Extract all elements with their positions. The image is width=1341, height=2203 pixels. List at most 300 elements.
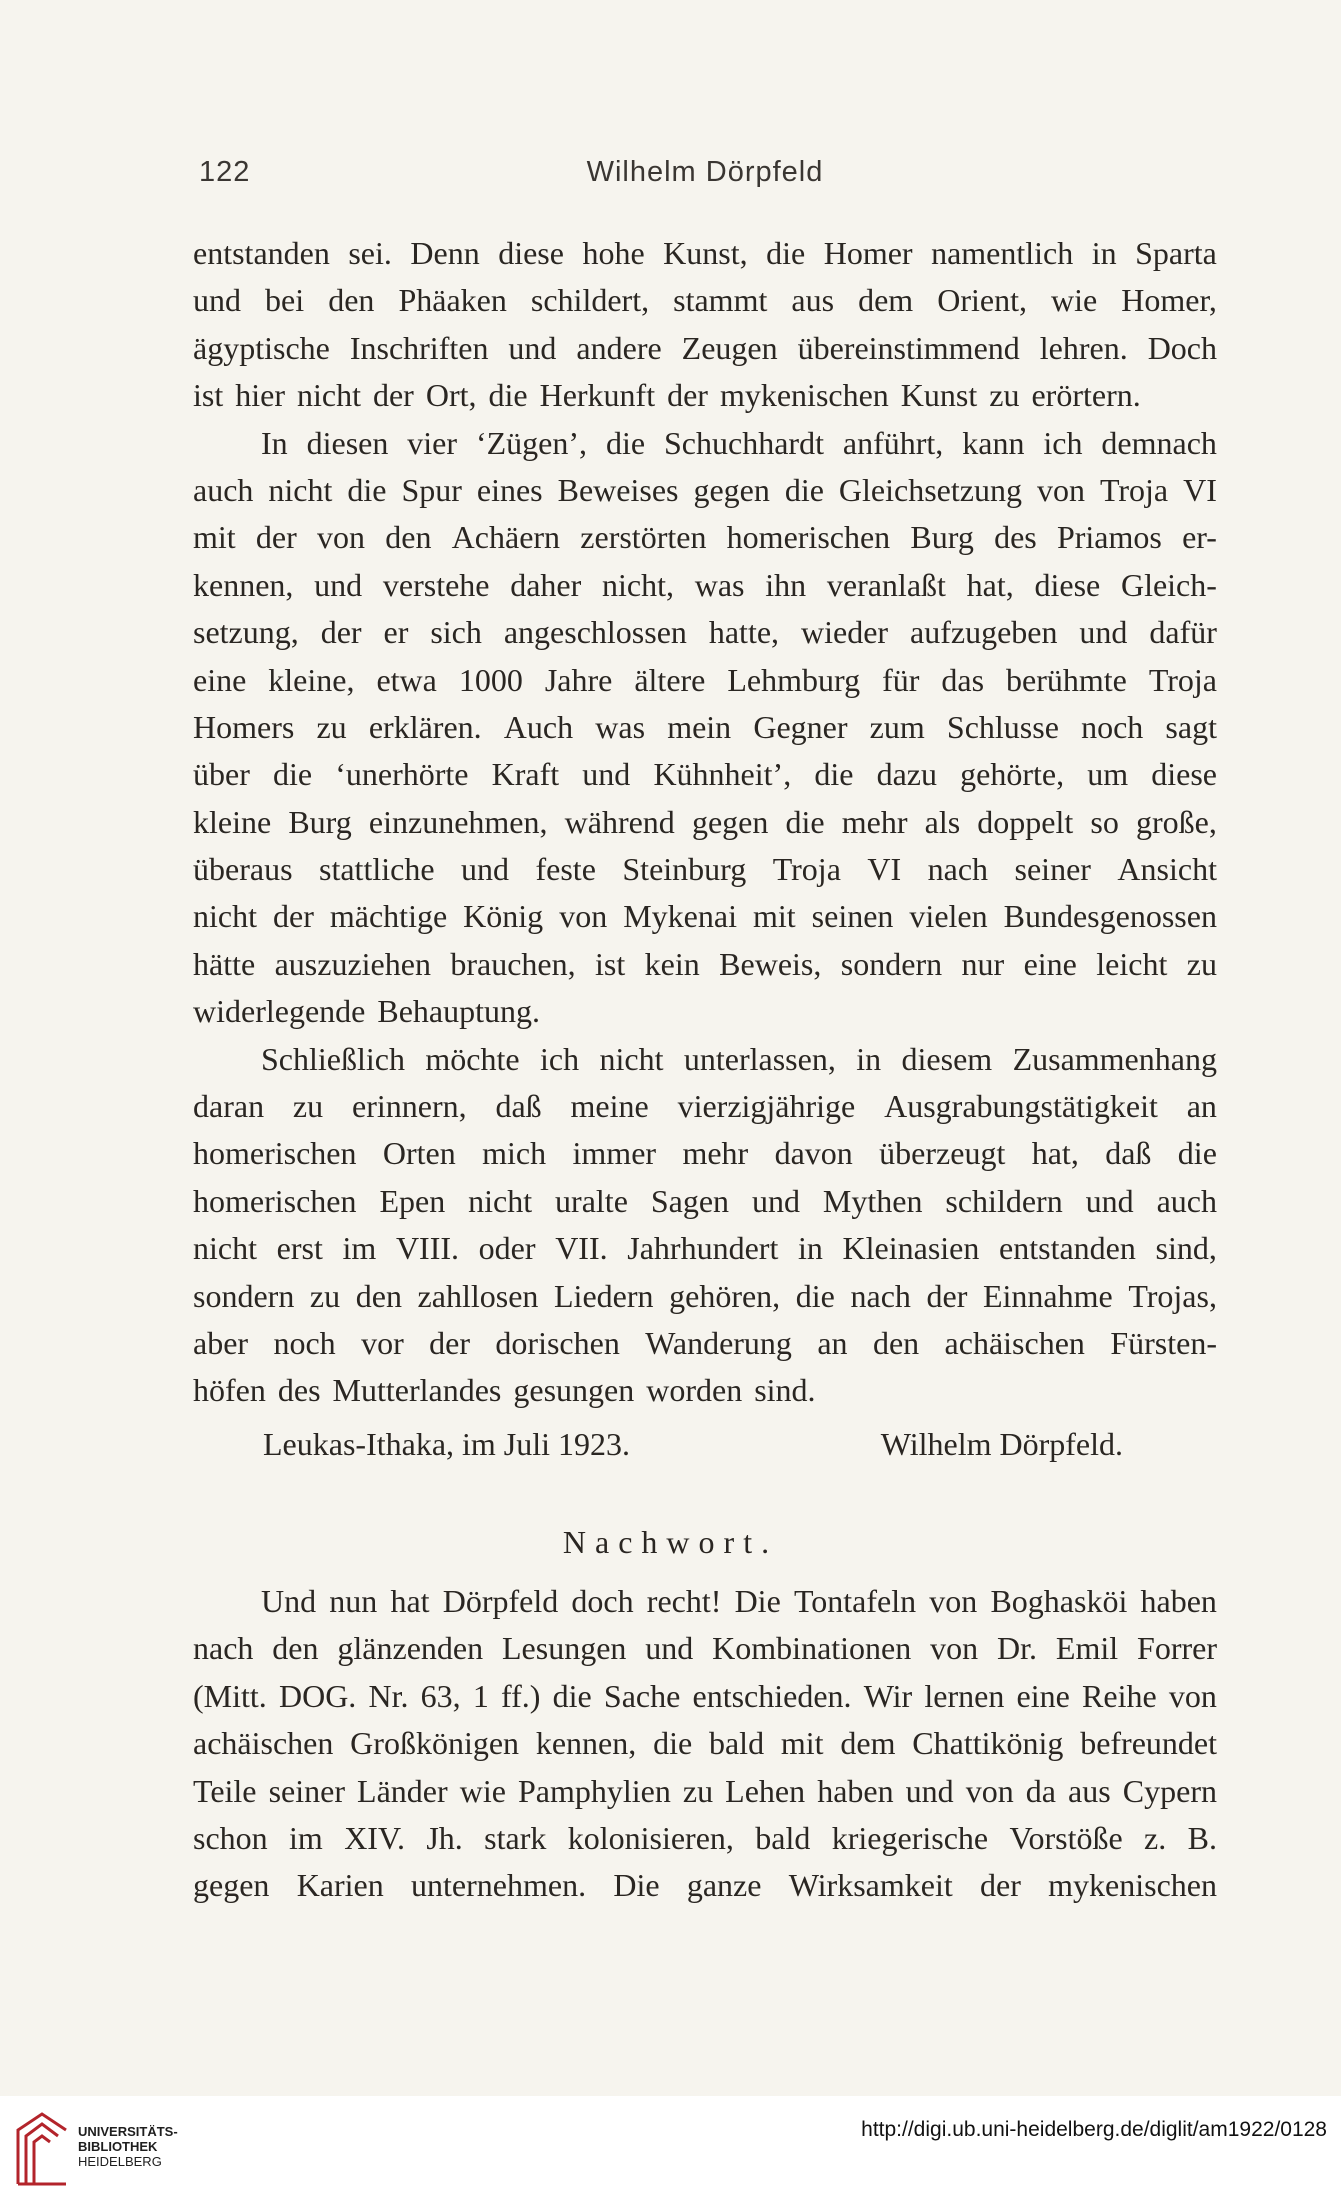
- word: homerischen: [193, 1182, 357, 1219]
- word: seinen: [811, 898, 894, 935]
- word: dafür: [1149, 614, 1217, 651]
- body-text-nachwort: [193, 1578, 1217, 1910]
- word: wie: [459, 1772, 506, 1809]
- word: namentlich: [931, 235, 1074, 271]
- word: und: [582, 756, 631, 793]
- word: auszuziehen: [274, 945, 431, 982]
- word: von: [559, 898, 608, 935]
- word: homerischen: [726, 519, 891, 556]
- word: diesen: [306, 424, 389, 461]
- word: erklären.: [368, 708, 482, 745]
- word: der: [926, 1277, 968, 1314]
- word: doppelt: [977, 803, 1074, 840]
- word: Dörpfeld: [442, 1583, 559, 1619]
- word: dem: [858, 282, 914, 319]
- text-line: [193, 609, 1217, 656]
- word: davon: [774, 1135, 853, 1172]
- text-line: [193, 372, 1217, 419]
- text-line: [193, 704, 1217, 751]
- word: möchte: [425, 1040, 520, 1077]
- word: Sache: [603, 1677, 681, 1714]
- word: große,: [1136, 803, 1217, 840]
- word: gegen: [693, 471, 770, 508]
- word: aus: [791, 282, 835, 319]
- library-line-1: UNIVERSITÄTS-: [78, 2124, 178, 2139]
- word: Kleinasien: [842, 1230, 980, 1267]
- word: nicht: [193, 898, 257, 935]
- word: gegen: [691, 803, 769, 840]
- word: Länder: [357, 1772, 448, 1809]
- word: Schuchhardt: [664, 424, 824, 461]
- word: anführt,: [842, 424, 944, 461]
- word: stattliche: [319, 851, 435, 888]
- word: die: [1177, 1135, 1217, 1172]
- word: aufzugeben: [910, 614, 1058, 651]
- word: mehr: [682, 1135, 749, 1172]
- word: Orient,: [937, 282, 1027, 319]
- word: hier: [235, 377, 285, 414]
- text-line: [193, 562, 1217, 609]
- word: ganze: [686, 1867, 762, 1904]
- word: über: [193, 756, 250, 793]
- word: vor: [361, 1324, 404, 1361]
- text-line: [193, 1178, 1217, 1225]
- word: Fürsten-: [1110, 1324, 1217, 1361]
- word: vielen: [909, 898, 988, 935]
- word: die: [552, 1677, 592, 1714]
- word: nicht,: [602, 566, 674, 603]
- word: sondern: [840, 945, 943, 982]
- word: Jh.: [426, 1819, 463, 1856]
- text-line: [193, 846, 1217, 893]
- word: Doch: [1147, 329, 1217, 366]
- word: zerstörten: [580, 519, 707, 556]
- word: König: [463, 898, 544, 935]
- word: auch: [1156, 1182, 1217, 1219]
- word: mehr: [841, 803, 908, 840]
- text-line: [193, 1625, 1217, 1672]
- place-date: Leukas-Ithaka, im Juli 1923.: [263, 1426, 631, 1462]
- word: die: [653, 1725, 693, 1762]
- text-line: [193, 420, 1217, 467]
- word: unterlassen,: [683, 1040, 836, 1077]
- word: 1000: [458, 661, 523, 698]
- word: in: [856, 1040, 882, 1077]
- text-line: [193, 277, 1217, 324]
- word: haben: [1140, 1583, 1217, 1619]
- word: was: [595, 708, 646, 745]
- word: Troja: [772, 851, 841, 888]
- word: mykenischen: [719, 377, 889, 414]
- word: Inschriften: [349, 329, 489, 366]
- word: DOG.: [278, 1677, 357, 1714]
- page-number: 122: [199, 156, 251, 188]
- section-heading: Nachwort.: [562, 1524, 779, 1560]
- word: homerischen: [193, 1135, 357, 1172]
- word: mit: [780, 1725, 824, 1762]
- word: im: [289, 1819, 323, 1856]
- text-line: [193, 1768, 1217, 1815]
- word: höfen: [193, 1372, 266, 1409]
- word: einzunehmen,: [368, 803, 548, 840]
- word: und: [193, 282, 241, 319]
- word: und: [905, 1772, 954, 1809]
- word: hätte: [193, 945, 256, 982]
- word: erst: [276, 1230, 323, 1267]
- word: und: [1085, 1182, 1134, 1219]
- word: ‘Zügen’,: [475, 424, 588, 461]
- word: brauchen,: [450, 945, 576, 982]
- word: um: [1087, 756, 1129, 793]
- word: Auch: [503, 708, 574, 745]
- word: sind,: [1155, 1230, 1217, 1267]
- word: den: [872, 1324, 920, 1361]
- word: Zeugen: [681, 329, 778, 366]
- word: den: [272, 1630, 319, 1667]
- word: Trojas,: [1128, 1277, 1217, 1314]
- word: achäischen: [944, 1324, 1085, 1361]
- word: Homers: [193, 708, 295, 745]
- word: 1: [472, 1677, 489, 1714]
- text-line: [193, 941, 1217, 988]
- word: VIII.: [395, 1230, 460, 1267]
- text-line: [193, 514, 1217, 561]
- body-text-main: [193, 230, 1217, 1415]
- word: mächtige: [329, 898, 448, 935]
- word: Bundesgenossen: [1003, 898, 1217, 935]
- word: dorischen: [495, 1324, 620, 1361]
- word: auch: [193, 471, 254, 508]
- word: vierzigjährige: [677, 1088, 856, 1125]
- word: und: [751, 1182, 800, 1219]
- word: Forrer: [1137, 1630, 1217, 1667]
- word: noch: [1081, 708, 1144, 745]
- word: Reihe: [1082, 1677, 1157, 1714]
- source-url[interactable]: http://digi.ub.uni-heidelberg.de/diglit/am1922/0128: [861, 2118, 1327, 2141]
- word: und: [508, 329, 557, 366]
- word: mit: [193, 519, 236, 556]
- word: verstehe: [382, 566, 490, 603]
- word: lernen: [924, 1677, 1005, 1714]
- word: den: [328, 282, 375, 319]
- word: glänzenden: [337, 1630, 484, 1667]
- word: so: [1090, 803, 1119, 840]
- word: das: [941, 661, 985, 698]
- word: überzeugt: [879, 1135, 1006, 1172]
- word: nicht: [599, 1040, 664, 1077]
- word: Kombinationen: [712, 1630, 912, 1667]
- word: Gleich-: [1120, 566, 1217, 603]
- word: Achäern: [451, 519, 561, 556]
- word: von: [317, 519, 365, 556]
- text-line: [193, 799, 1217, 846]
- word: überaus: [193, 851, 293, 888]
- word: Kunst,: [663, 235, 748, 271]
- word: der: [372, 377, 414, 414]
- word: vier: [407, 424, 458, 461]
- word: mykenischen: [1048, 1867, 1217, 1904]
- word: schon: [193, 1819, 268, 1856]
- word: sich: [430, 614, 482, 651]
- word: B.: [1187, 1819, 1217, 1856]
- word: Jahrhundert: [627, 1230, 779, 1267]
- word: Pamphylien: [517, 1772, 671, 1809]
- word: leicht: [1096, 945, 1168, 982]
- word: In: [261, 424, 288, 461]
- text-line: [193, 1273, 1217, 1320]
- word: eine: [1023, 945, 1077, 982]
- word: Boghasköi: [990, 1583, 1128, 1619]
- word: Großkönigen: [350, 1725, 520, 1762]
- text-line: [193, 1036, 1217, 1083]
- library-name: [78, 2124, 178, 2169]
- author-signature: Wilhelm Dörpfeld.: [880, 1426, 1123, 1462]
- word: im: [342, 1230, 377, 1267]
- word: angeschlossen: [503, 614, 687, 651]
- word: zum: [869, 708, 925, 745]
- word: Und: [261, 1583, 317, 1619]
- word: immer: [572, 1135, 657, 1172]
- running-head: Wilhelm Dörpfeld: [586, 156, 824, 188]
- word: nur: [961, 945, 1005, 982]
- word: ff.): [501, 1677, 541, 1714]
- word: zu: [1186, 945, 1217, 982]
- word: VI: [1183, 471, 1217, 508]
- word: zu: [316, 708, 347, 745]
- word: den: [385, 519, 432, 556]
- word: die: [766, 235, 806, 271]
- word: Priamos: [1056, 519, 1162, 556]
- text-line: [193, 1815, 1217, 1862]
- word: Ort,: [425, 377, 477, 414]
- word: gesungen: [513, 1372, 635, 1409]
- word: andere: [576, 329, 662, 366]
- word: befreundet: [1080, 1725, 1217, 1762]
- word: stark: [484, 1819, 547, 1856]
- word: entschieden.: [692, 1677, 852, 1714]
- word: Schlusse: [946, 708, 1059, 745]
- word: feste: [535, 851, 596, 888]
- word: Beweis,: [719, 945, 822, 982]
- word: Die: [734, 1583, 781, 1619]
- word: entstanden: [193, 235, 330, 271]
- word: Orten: [382, 1135, 456, 1172]
- word: erörtern.: [1031, 377, 1141, 414]
- word: diese: [1034, 566, 1101, 603]
- word: sind.: [754, 1372, 816, 1409]
- word: des: [277, 1372, 321, 1409]
- word: hat: [390, 1583, 430, 1619]
- word: daß: [495, 1088, 542, 1125]
- word: Epen: [379, 1182, 446, 1219]
- word: veranlaßt: [826, 566, 946, 603]
- word: zu: [682, 1772, 714, 1809]
- word: doch: [571, 1583, 634, 1619]
- word: hohe: [582, 235, 645, 271]
- word: Denn: [410, 235, 480, 271]
- word: Wirksamkeit: [788, 1867, 953, 1904]
- word: Beweises: [557, 471, 679, 508]
- word: nach: [193, 1630, 254, 1667]
- word: und: [314, 566, 363, 603]
- word: seiner: [1014, 851, 1091, 888]
- word: hatte,: [708, 614, 780, 651]
- word: Mykenai: [623, 898, 737, 935]
- text-line: [193, 893, 1217, 940]
- text-line: [193, 1130, 1217, 1177]
- word: Kraft: [491, 756, 560, 793]
- word: die: [814, 756, 854, 793]
- word: der: [273, 898, 314, 935]
- word: nach: [927, 851, 989, 888]
- word: sagt: [1165, 708, 1217, 745]
- word: er-: [1182, 519, 1217, 556]
- word: Homer: [823, 235, 913, 271]
- text-line: [193, 751, 1217, 798]
- word: wieder: [800, 614, 889, 651]
- word: meine: [570, 1088, 649, 1125]
- word: die: [488, 377, 528, 414]
- word: 63,: [420, 1677, 461, 1714]
- word: dazu: [876, 756, 937, 793]
- word: von: [1168, 1677, 1217, 1714]
- word: Kunst: [900, 377, 978, 414]
- library-line-3: HEIDELBERG: [78, 2154, 162, 2169]
- word: Die: [613, 1867, 660, 1904]
- word: Nr.: [368, 1677, 409, 1714]
- word: kleine: [193, 803, 272, 840]
- word: ältere: [634, 661, 706, 698]
- word: oder: [478, 1230, 536, 1267]
- word: Ausgrabungstätigkeit: [884, 1088, 1158, 1125]
- word: als: [924, 803, 961, 840]
- word: Cypern: [1122, 1772, 1217, 1809]
- word: worden: [646, 1372, 743, 1409]
- word: und: [461, 851, 509, 888]
- word: entstanden: [999, 1230, 1136, 1267]
- word: Steinburg: [622, 851, 747, 888]
- word: die: [605, 424, 646, 461]
- word: an: [817, 1324, 848, 1361]
- library-logo-icon: [12, 2110, 72, 2186]
- word: VII.: [555, 1230, 608, 1267]
- signature-line: [263, 1420, 1123, 1468]
- word: Troja: [1148, 661, 1217, 698]
- word: Wir: [863, 1677, 913, 1714]
- word: Karien: [296, 1867, 384, 1904]
- word: aus: [1068, 1772, 1111, 1809]
- word: des: [994, 519, 1037, 556]
- word: kriegerische: [831, 1819, 989, 1856]
- word: bald: [708, 1725, 765, 1762]
- word: Homer,: [1121, 282, 1217, 319]
- word: da: [1025, 1772, 1056, 1809]
- word: die: [347, 471, 387, 508]
- word: kennen,: [193, 566, 294, 603]
- word: kann: [962, 424, 1025, 461]
- word: Behauptung.: [377, 993, 540, 1030]
- word: Jahre: [544, 661, 613, 698]
- word: bei: [265, 282, 305, 319]
- word: zahllosen: [417, 1277, 539, 1314]
- word: Troja: [1099, 471, 1169, 508]
- word: zu: [989, 377, 1020, 414]
- word: was: [694, 566, 745, 603]
- text-line: [193, 1320, 1217, 1367]
- word: der: [255, 519, 297, 556]
- text-line: [193, 1225, 1217, 1272]
- word: Lehen: [725, 1772, 806, 1809]
- word: mich: [482, 1135, 547, 1172]
- word: Burg: [288, 803, 352, 840]
- word: Spur: [401, 471, 462, 508]
- word: Herkunft: [539, 377, 656, 414]
- word: Kühnheit’,: [653, 756, 792, 793]
- word: Lesungen: [501, 1630, 627, 1667]
- word: gehören,: [669, 1277, 781, 1314]
- word: Sparta: [1135, 235, 1217, 271]
- word: an: [1186, 1088, 1217, 1125]
- word: die: [784, 471, 824, 508]
- word: Einnahme: [982, 1277, 1113, 1314]
- word: haben: [817, 1772, 894, 1809]
- word: Burg: [910, 519, 974, 556]
- word: ihn: [765, 566, 807, 603]
- word: uralte: [555, 1182, 628, 1219]
- word: sondern: [193, 1277, 295, 1314]
- word: er: [383, 614, 409, 651]
- word: für: [882, 661, 920, 698]
- word: demnach: [1101, 424, 1217, 461]
- word: daran: [193, 1088, 265, 1125]
- word: Zusammenhang: [1012, 1040, 1217, 1077]
- word: daher: [510, 566, 582, 603]
- word: Lehmburg: [727, 661, 861, 698]
- word: Phäaken: [398, 282, 507, 319]
- text-line: [193, 1367, 1217, 1414]
- word: der: [667, 377, 708, 414]
- word: XIV.: [344, 1819, 405, 1856]
- page-header: [193, 156, 1217, 196]
- word: und: [645, 1630, 694, 1667]
- word: ‘unerhörte: [335, 756, 469, 793]
- word: wie: [1051, 282, 1098, 319]
- word: ich: [1043, 424, 1083, 461]
- word: schildert,: [530, 282, 650, 319]
- word: daß: [1105, 1135, 1152, 1172]
- word: nicht: [193, 1230, 257, 1267]
- word: der: [320, 614, 362, 651]
- word: die: [273, 756, 313, 793]
- word: erinnern,: [351, 1088, 467, 1125]
- word: Mythen: [822, 1182, 923, 1219]
- word: noch: [273, 1324, 336, 1361]
- word: der: [980, 1867, 1021, 1904]
- word: ägyptische: [193, 329, 330, 366]
- word: ich: [539, 1040, 580, 1077]
- text-line: [193, 1083, 1217, 1130]
- word: nach: [850, 1277, 911, 1314]
- word: Tontafeln: [793, 1583, 917, 1619]
- word: zu: [309, 1277, 341, 1314]
- word: diese: [1151, 756, 1217, 793]
- word: diesem: [901, 1040, 993, 1077]
- word: Liedern: [554, 1277, 654, 1314]
- word: gehörte,: [960, 756, 1065, 793]
- word: kein: [644, 945, 700, 982]
- word: Chattikönig: [912, 1725, 1064, 1762]
- word: Vorstöße: [1009, 1819, 1123, 1856]
